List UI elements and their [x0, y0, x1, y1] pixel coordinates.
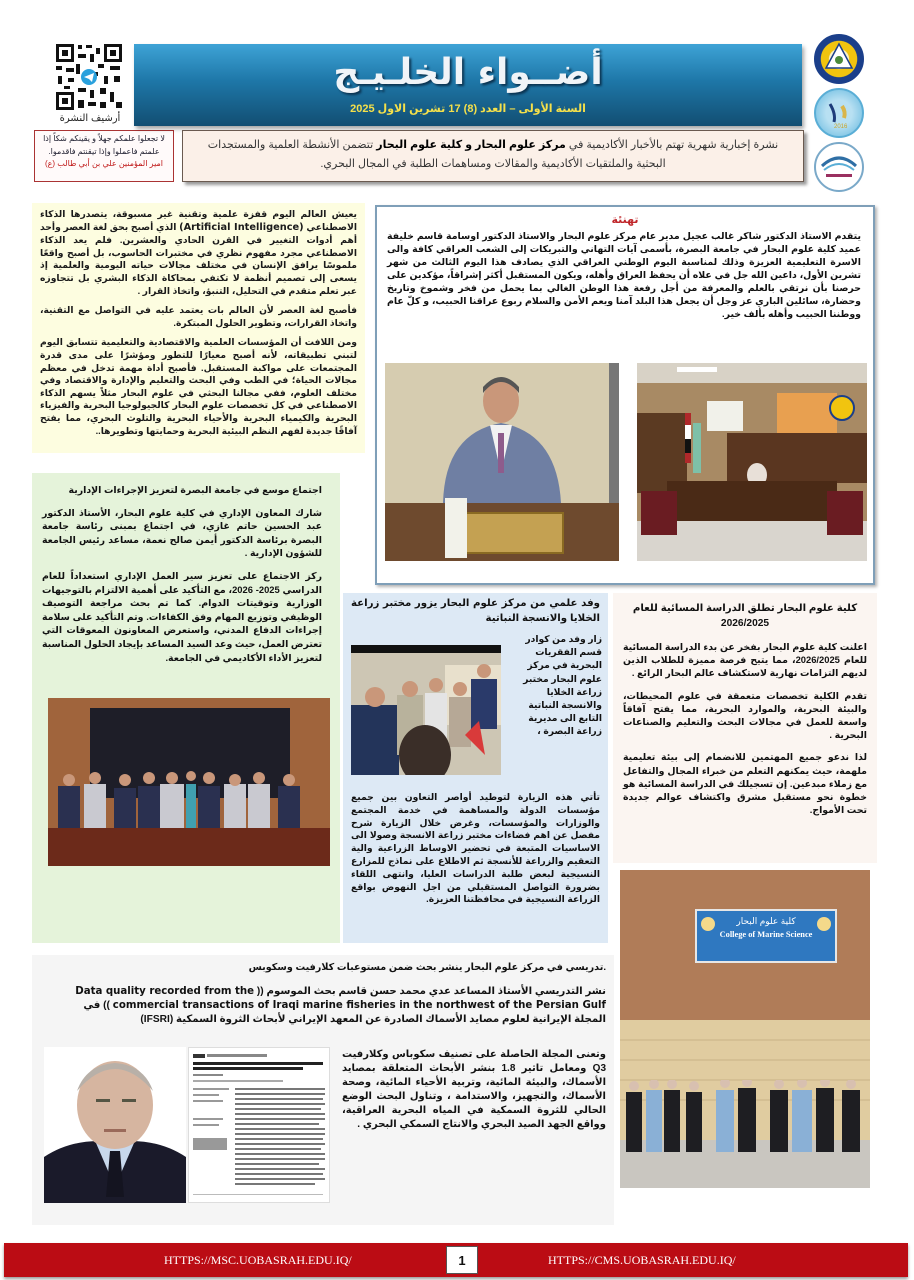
qr-code-icon[interactable] — [54, 42, 124, 112]
evening-study-paragraph-1: اعلنت كلية علوم البحار بفخر عن بدء الدراسة المسائية للعام 2026/2025، مما يتيح فرصة مميزة للطلاب الذين لديهم التزامات نهارية لاستكشاف عالم البحار الرائع . — [623, 641, 867, 679]
college-sign-arabic: كلية علوم البحار — [736, 916, 796, 926]
tagline-text: نشرة إخبارية شهرية تهتم بالأخبار الأكاديمية في — [568, 139, 779, 151]
research-title: .تدريسي في مركز علوم البحار ينشر بحث ضمن مستوعبات كلارفيت وسكوبس — [248, 962, 606, 973]
congratulations-text: يتقدم الاستاذ الدكتور شاكر غالب عجيل مدير عام مركز علوم البحار والاستاذ الدكتور اوسامة قاسم خليفة عميد كلية علوم البحار في جامعة البصرة، بأسمى آيات التهاني والتبريكات إلى الشعب العراقي كافة والى الاسرة التعليمية العزيزة وذلك لمناسبة اليوم الوطني العراقي الذي يصادف هذا اليوم الثالث من شهر تشرين الأول، داعين الله جل في علاه أن يحفظ العراق وأهله، ويكون المستقبل أكثر إشراقاً، مؤكدين على حرصنا بأن نرتقي بالعلم والمعرفة من أجل رفعة هذا الوطن الغالي بما يحمل من فخر وشموخ وتاريخ وحضارة، سائلين الباري عز وجل أن يجعل هذا البلد آمنا ويعم الأمن والسلام ربوع عراقنا الحبيب، و كلّ عام ووطننا الحبيب وأهله بألف خير. — [387, 230, 861, 319]
msc-website-link[interactable]: HTTPS://MSC.UOBASRAH.EDU.IQ/ — [164, 1253, 352, 1267]
college-students-photo — [620, 870, 870, 1188]
ai-paragraph-1 — [40, 208, 357, 297]
research-intro — [40, 985, 606, 1027]
research-title-en-2: commercial transactions of Iraqi marine fisheries in the northwest of the Persian Gulf — [112, 999, 606, 1011]
research-title-en-1: Data quality recorded from the — [75, 985, 255, 997]
evening-study-title: كلية علوم البحار تطلق الدراسة المسائية للعام 2026/2025 — [632, 603, 858, 629]
ai-p1-text-2: الذي أصبح بحق لغة العصر وأحد أهم أدوات التغيير في القرن الحادي والعشرين. فلم يعد الذكاء الاصطناعي مجرد مفهوم نظري في مختبرات الحاسوب، بل أصبح واقعًا ملموسًا يرافق الإنسان في مختلف مجالات حياته اليومية والعلمية إذ يسعى إلى تصميم أنظمة لا تكتفي بمحاكاة الذكاء البشري بل تتجاوزه عبر تعلم متقدم في التحليل، التنبؤ، واتخاذ القرار . — [40, 221, 357, 296]
svg-text:2016: 2016 — [834, 124, 848, 130]
evening-study-paragraph-3: لذا ندعو جميع المهتمين للانضمام إلى بيئة تعليمية ملهمة، حيث يمكنهم التعلم من خبراء المجال والتفاعل مع زملاء مبدعين. إن تسجيلك في الدراسة المسائية هو خطوة نحو مستقبل مشرق واكتشاف عوالم جديدة تحت الأمواج. — [623, 751, 867, 816]
ai-term-en: (Artificial Intelligence) — [179, 221, 304, 233]
center-logo — [814, 88, 864, 138]
meeting-group-photo — [48, 698, 330, 866]
meeting-paragraph-1: شارك المعاون الإداري في كلية علوم البحار، الأستاذ الدكتور عبد الحسين حاتم غازي، في اجتماع بمبنى رئاسة جامعة البصرة برئاسة الدكتور أيمن صالح نعمة، مساعد رئيس الجامعة للشؤون الإدارية . — [42, 506, 322, 559]
evening-study-paragraph-2: تقدم الكلية تخصصات متعمقة في علوم المحيطات، والبيئة البحرية، والموارد البحرية، مما يفتح آفاقاً واسعة للعمل في مجالات البحث والتعليم والصناعات البحرية . — [623, 689, 867, 741]
college-sign-english: College of Marine Science — [719, 930, 813, 939]
marine-logo — [814, 142, 864, 192]
issue-line: السنة الأولى – العدد (8) 17 تشرين الاول 2025 — [350, 103, 586, 115]
dean-photo — [385, 363, 619, 561]
visit-intro: زار وفد من كوادر قسم الفقريات البحرية في مركز علوم البحار مختبر زراعة الخلايا والانسجة النباتية التابع الى مديرية زراعة البصرة ، — [523, 634, 602, 737]
visit-body: تأتي هذه الزيارة لتوطيد أواصر التعاون بين جميع مؤسسات الدولة والمساهمة في خدمة المجتمع والوزارات والمؤسسات، وغرض خلال الزيارة شرح مفصل عن اهم فضاءات مختبر زراعة الانسجة وصولا الى الاساسيات المتبعة في تحضير الاوساط الزراعية والية التعقيم والزراعة للأنسجة ثم الاطلاع على نماذج للمزارع النسيجية لبعض طلبة الدراسات العليا، وانتهى اللقاء بضرورة التواصل المستقبلي من اجل النهوض بواقع الزراعة النسيجية في محافظتنا العزيزة. — [351, 792, 600, 905]
quote-text: لا تجعلوا علمكم جهلاً و يقينكم شكاً إذا علمتم فاعملوا وإذا تيقنتم فاقدموا. — [43, 134, 165, 156]
tagline-bold: مركز علوم البحار و كلية علوم البحار — [376, 139, 566, 151]
quote-author: امير المؤمنين علي بن أبي طالب (ع) — [44, 159, 163, 168]
paper-thumbnail — [188, 1047, 330, 1203]
meeting-box-edge — [332, 473, 340, 943]
ai-paragraph-3: ومن اللافت أن المؤسسات العلمية والاقتصادية والتعليمية تتسابق اليوم لتبني تطبيقاته، لأنه أصبح معيارًا للتطور ومؤشرًا على مدى قدرة المجتمعات على مواكبة المستقبل. فأصبح أداة مهمة تدخل في معظم مجالات الحياة؛ في الطب وفي البحث والتعليم والإدارة والاقتصاد وفي مختلف العلوم، ففي مجالنا البحثي في علوم البحار مثلاً يسهم الذكاء الاصطناعي في كل تخصصات علوم البحار كالجيولوجيا البحرية والفيزياء البحرية والكيمياء البحرية والأحياء البحرية والتلوث البحري، مما يفتح آفاقًا جديدة لفهم النظم البيئية البحرية وحمايتها وتطويرها.. — [40, 337, 357, 436]
ai-article — [32, 203, 365, 453]
tagline-box — [182, 130, 804, 182]
research-journal-line: المجلة الإيرانية لعلوم مصايد الأسماك الصادرة عن المعهد الإيراني لأبحاث الثروة السمكية (IFSRI) — [140, 1013, 606, 1025]
lab-visit-photo — [351, 645, 501, 775]
research-line2-ar: )) في — [83, 999, 110, 1011]
researcher-photo — [44, 1047, 186, 1203]
congratulations-title: تهنئة — [611, 214, 639, 226]
archive-label[interactable]: أرشيف النشرة — [59, 113, 121, 124]
tagline-text-2: تتضمن الأنشطة العلمية والمستجدات البحثية والملتقيات الأكاديمية والمقالات ومساهمات الطلبة في المجال البحري. — [207, 139, 666, 170]
footer-bar — [4, 1243, 908, 1277]
evening-study-article — [613, 593, 877, 863]
ai-p1-text: يعيش العالم اليوم قفزة علمية وتقنية غير مسبوقة، يتصدرها الذكاء الاصطناعي — [40, 209, 357, 232]
university-logo — [814, 34, 864, 84]
congratulations-box — [375, 205, 875, 585]
meeting-title: اجتماع موسع في جامعة البصرة لتعزيز الإجراءات الإدارية — [68, 484, 322, 495]
masthead-banner — [134, 44, 802, 126]
quote-box — [34, 130, 174, 182]
page-number: 1 — [446, 1246, 478, 1274]
newsletter-title: أضــواء الخلـيـج — [333, 52, 603, 93]
director-office-photo — [637, 363, 867, 561]
cms-website-link[interactable]: HTTPS://CMS.UOBASRAH.EDU.IQ/ — [548, 1253, 736, 1267]
meeting-paragraph-2: ركز الاجتماع على تعزيز سير العمل الإداري استعداداً للعام الدراسي 2025- 2026، مع التأكيد على أهمية الالتزام بالتوجيهات الوزارية وتوقيتات الدوام. كما تم بحث مراجعة التوصيف الوظيفي وتوزيع المهام وفق الكفاءات. وتم التأكيد على سلامة إجراءات الدفاع المدني، واستعرض المعاونون المعوقات التي تعترض العمل، حيث وعد السيد المساعد بإيجاد الحلول المناسبة لتعزيز الأداء الأكاديمي في الجامعة. — [42, 569, 322, 663]
research-body: وتعنى المجلة الحاصلة على تصنيف سكوباس وكلارفيت Q3 ومعامل تاثير 1.8 بنشر الأبحاث المتعلقة بمصايد الأسماك، والبيئة المائية، وتربية الأحياء المائية، وصحة الأسماك، والتجهيز، والاستدامة ، وتناول البحث الوضع الحالي للثروة السمكية في المياه البحرية العراقية، وواقع الجهد الصيد البحري والانتاج السمكي البحري . — [342, 1049, 607, 1130]
visit-title: وفد علمي من مركز علوم البحار يزور مختبر زراعة الخلايا والانسجة النباتية — [351, 598, 600, 624]
ai-paragraph-2: فأصبح لغة العصر لأن العالم بات يعتمد عليه في التواصل مع التقنية، واتخاذ القرارات، وتطوير الحلول المبتكرة. — [40, 305, 357, 328]
research-line1-ar: نشر التدريسي الأستاذ المساعد عدي محمد حسن قاسم بحث الموسوم (( — [256, 985, 606, 997]
